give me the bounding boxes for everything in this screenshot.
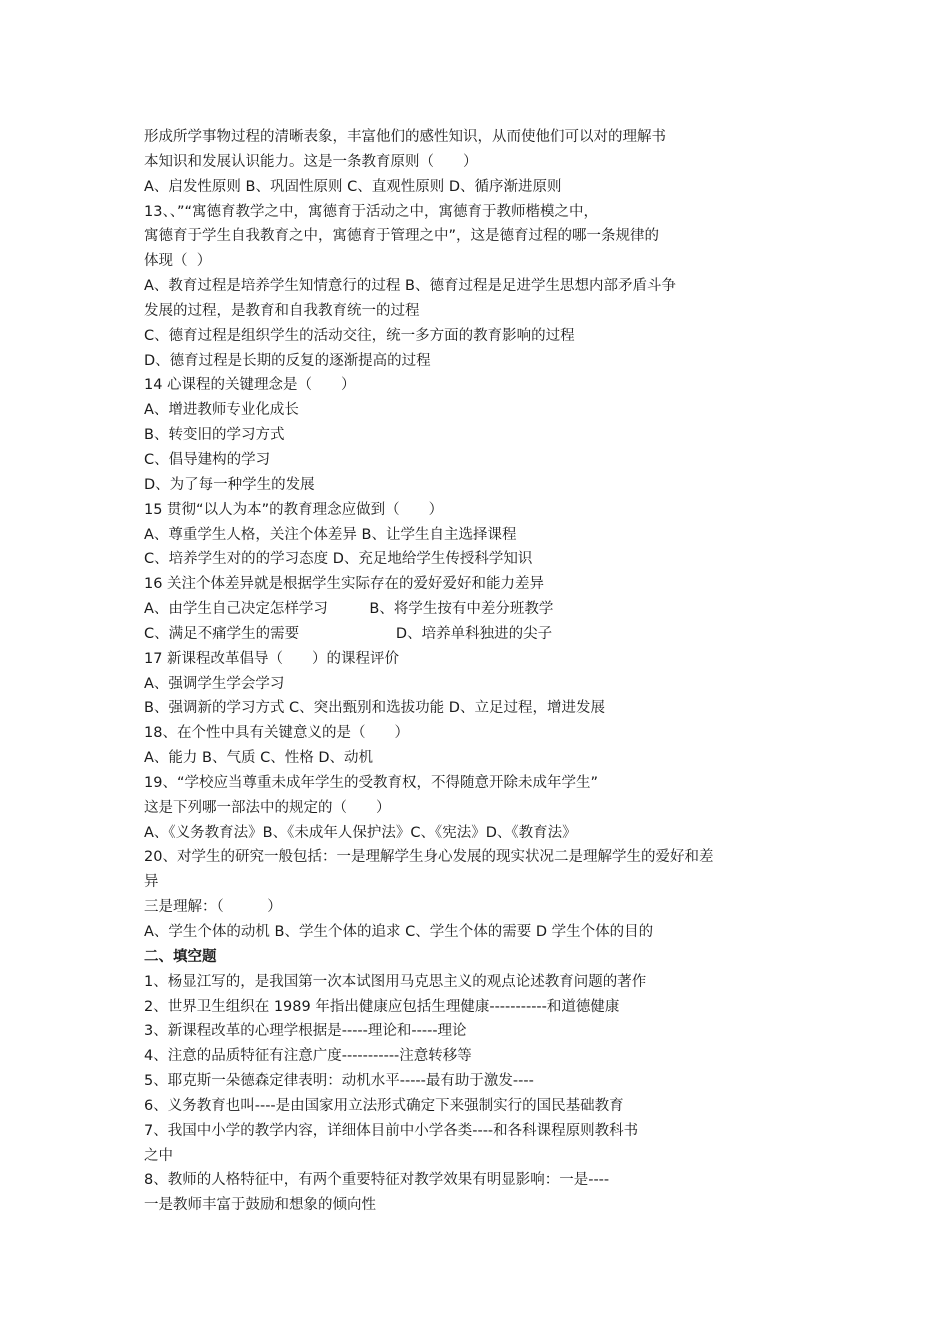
text-line: 13、、”“寓德育教学之中，寓德育于活动之中，寓德育于教师楷模之中， — [144, 203, 598, 220]
text-line: B、转变旧的学习方式 — [144, 427, 285, 444]
text-line: 15 贯彻“以人为本”的教育理念应做到（ ） — [144, 501, 444, 518]
text-line: B、强调新的学习方式 C、突出甄别和选拔功能 D、立足过程，增进发展 — [144, 700, 605, 717]
text-line: 发展的过程，是教育和自我教育统一的过程 — [144, 302, 420, 319]
text-line: C、德育过程是组织学生的活动交往，统一多方面的教育影响的过程 — [144, 327, 575, 344]
text-line: C、倡导建构的学习 — [144, 451, 271, 468]
text-line: A、能力 B、气质 C、性格 D、动机 — [144, 750, 373, 767]
text-line: 之中 — [144, 1147, 173, 1164]
text-line: 5、耶克斯一朵德森定律表明：动机水平-----最有助于激发---- — [144, 1073, 534, 1090]
text-line: A、《义务教育法》B、《未成年人保护法》C、《宪法》D、《教育法》 — [144, 824, 577, 841]
text-line: A、学生个体的动机 B、学生个体的追求 C、学生个体的需要 D 学生个体的目的 — [144, 924, 654, 940]
text-line: 8、教师的人格特征中，有两个重要特征对教学效果有明显影响：一是---- — [144, 1172, 610, 1189]
text-line: 6、义务教育也叫----是由国家用立法形式确定下来强制实行的国民基础教育 — [144, 1097, 624, 1114]
text-line: 2、世界卫生组织在 1989 年指出健康应包括生理健康-----------和道德健康 — [144, 998, 620, 1015]
text-line: 16 关注个体差异就是根据学生实际存在的爱好爱好和能力差异 — [144, 576, 545, 593]
text-line: 寓德育于学生自我教育之中，寓德育于管理之中”，这是德育过程的哪一条规律的 — [144, 228, 660, 245]
text-line: 4、注意的品质特征有注意广度-----------注意转移等 — [144, 1048, 472, 1065]
text-line: 体现（ ） — [144, 253, 212, 270]
text-line: 三是理解：（ ） — [144, 899, 282, 916]
section-heading: 二、填空题 — [144, 948, 217, 965]
text-line: 14 心课程的关键理念是（ ） — [144, 377, 356, 394]
text-line: A、由学生自己决定怎样学习 B、将学生按有中差分班教学 — [144, 601, 554, 618]
text-line: 1、杨显江写的，是我国第一次本试图用马克思主义的观点论述教育问题的著作 — [144, 973, 647, 990]
text-line: C、满足不痛学生的需要 D、培养单科独进的尖子 — [144, 625, 553, 642]
text-line: 一是教师丰富于鼓励和想象的倾向性 — [144, 1197, 376, 1214]
text-line: 7、我国中小学的教学内容，详细体目前中小学各类----和各科课程原则教科书 — [144, 1122, 639, 1139]
text-line: 19、“学校应当尊重未成年学生的受教育权，不得随意开除未成年学生” — [144, 774, 598, 791]
text-line: C、培养学生对的的学习态度 D、充足地给学生传授科学知识 — [144, 551, 533, 568]
text-line: D、德育过程是长期的反复的逐渐提高的过程 — [144, 352, 431, 369]
text-line: 形成所学事物过程的清晰表象，丰富他们的感性知识，从而使他们可以对的理解书 — [144, 129, 666, 145]
text-line: A、教育过程是培养学生知情意行的过程 B、德育过程是足进学生思想内部矛盾斗争 — [144, 278, 676, 295]
text-line: 20、对学生的研究一般包括：一是理解学生身心发展的现实状况二是理解学生的爱好和差 — [144, 849, 714, 866]
text-line: 这是下列哪一部法中的规定的（ ） — [144, 799, 391, 816]
text-line: A、尊重学生人格，关注个体差异 B、让学生自主选择课程 — [144, 526, 517, 543]
text-line: D、为了每一种学生的发展 — [144, 476, 315, 493]
document-body — [144, 125, 824, 1218]
text-line: 异 — [144, 874, 159, 891]
text-line: 3、新课程改革的心理学根据是-----理论和-----理论 — [144, 1023, 467, 1040]
text-line: A、增进教师专业化成长 — [144, 402, 299, 419]
text-line: A、启发性原则 B、巩固性原则 C、直观性原则 D、循序渐进原则 — [144, 178, 562, 195]
text-line: 17 新课程改革倡导（ ）的课程评价 — [144, 650, 400, 667]
text-line: 本知识和发展认识能力。这是一条教育原则（ ） — [144, 153, 478, 170]
text-line: A、强调学生学会学习 — [144, 675, 285, 692]
text-line: 18、在个性中具有关键意义的是（ ） — [144, 725, 409, 742]
